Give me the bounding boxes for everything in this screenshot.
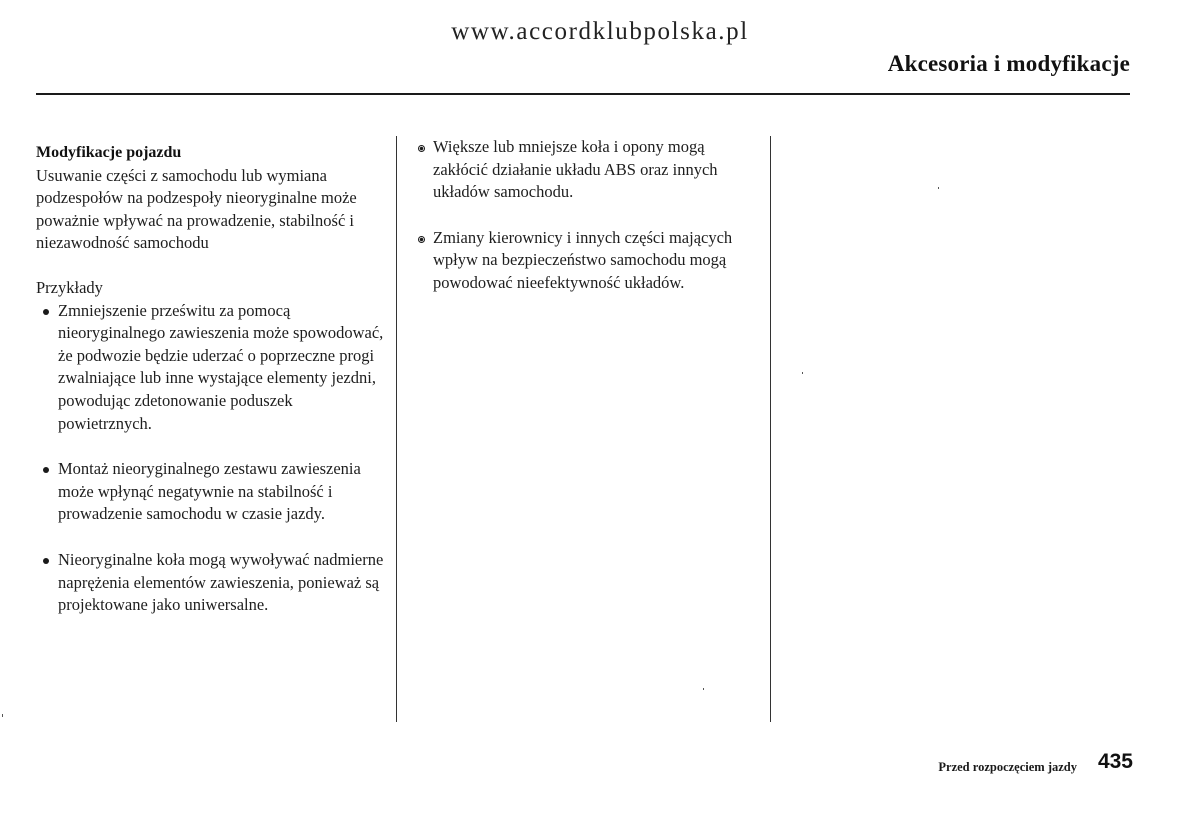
bullet-text: Zmiany kierownicy i innych części mających wpływ na bezpieczeństwo samochodu mogą powodować nieefektywność układów.: [433, 227, 733, 292]
scan-speck: [703, 688, 704, 690]
scan-speck: [802, 372, 803, 374]
column-divider-right: [770, 136, 771, 722]
bullet-dot-icon: [43, 309, 49, 315]
page-number: 435: [1097, 750, 1133, 773]
bullet-item: [418, 136, 758, 204]
header-rule: [36, 93, 1130, 95]
intro-paragraph: Usuwanie części z samochodu lub wymiana podzespołów na podzespoły nieoryginalne może poważnie wpływać na prowadzenie, stabilność i niezawodność samochodu: [36, 165, 357, 253]
column-divider-left: [396, 136, 397, 722]
bullet-text: Montaż nieoryginalnego zestawu zawieszenia może wpłynąć negatywnie na stabilność i prowadzenie samochodu w czasie jazdy.: [58, 459, 361, 524]
bullet-item: [36, 300, 386, 436]
bullet-item: [36, 458, 386, 526]
bullet-dot-icon: [418, 236, 425, 243]
middle-column: [418, 136, 758, 295]
bullet-dot-icon: [418, 145, 425, 152]
section-title: Akcesoria i modyfikacje: [887, 51, 1130, 76]
site-url: www.accordklubpolska.pl: [451, 18, 749, 45]
scan-speck: [2, 714, 3, 717]
bullet-text: Zmniejszenie prześwitu za pomocą nieoryginalnego zawieszenia może spowodować, że podwozie będzie uderzać o poprzeczne progi zwalniające lub inne wystające elementy jezdni, powodując zdetonowanie poduszek powietrznych.: [58, 300, 384, 433]
bullet-text: Nieoryginalne koła mogą wywoływać nadmierne naprężenia elementów zawieszenia, ponieważ są projektowane jako uniwersalne.: [58, 549, 384, 615]
bullet-item: [36, 549, 386, 617]
footer-chapter-label: Przed rozpoczęciem jazdy: [938, 760, 1077, 774]
examples-label: Przykłady: [36, 277, 103, 297]
subheading: Modyfikacje pojazdu: [36, 144, 182, 161]
left-column: [36, 142, 386, 617]
bullet-item: [418, 227, 758, 295]
bullet-text: Większe lub mniejsze koła i opony mogą zakłócić działanie układu ABS oraz innych układów samochodu.: [433, 137, 718, 202]
bullet-dot-icon: [43, 467, 49, 473]
bullet-dot-icon: [43, 558, 49, 564]
scan-speck: [938, 187, 939, 189]
